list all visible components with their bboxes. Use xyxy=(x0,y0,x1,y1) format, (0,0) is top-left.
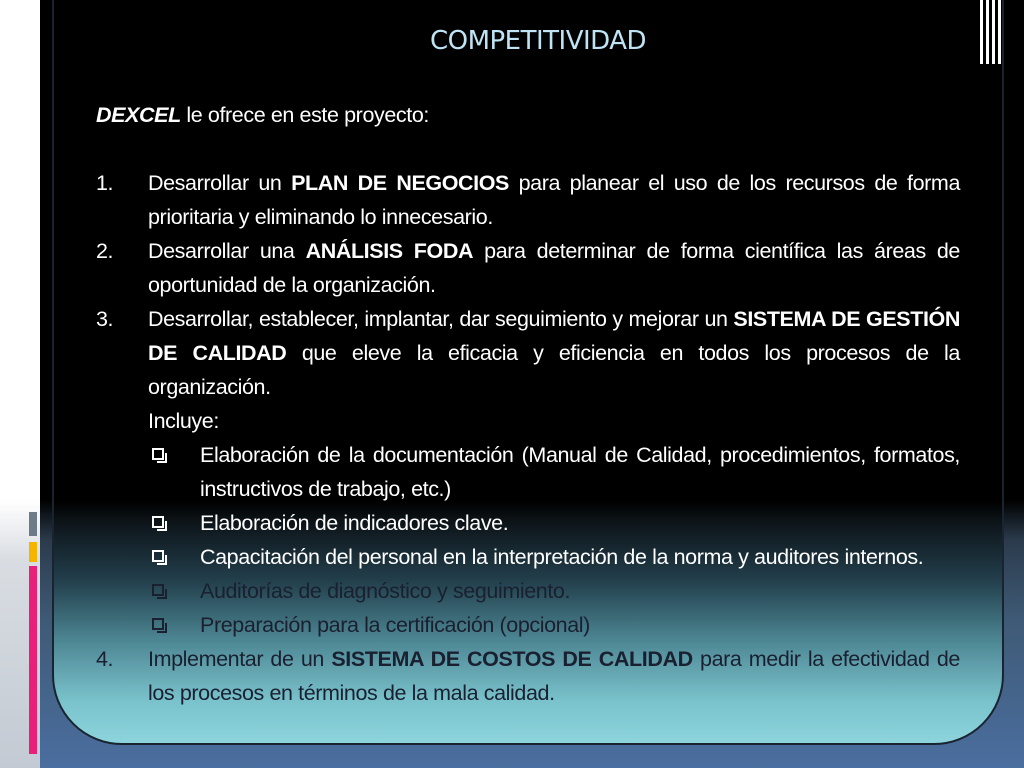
item-number: 1. xyxy=(96,171,114,195)
item-highlight: SISTEMA DE GESTIÓN DE CALIDAD xyxy=(148,307,960,365)
item-text: Desarrollar un xyxy=(148,171,292,195)
list-item xyxy=(96,302,960,642)
strip-bar-gray xyxy=(29,512,37,536)
sub-list-item xyxy=(148,438,960,506)
list-item xyxy=(96,642,960,710)
sub-item-text: Capacitación del personal en la interpretación de la norma y auditores internos. xyxy=(200,545,924,569)
sub-item-text: Preparación para la certificación (opcional) xyxy=(200,613,590,637)
item-number: 3. xyxy=(96,307,114,331)
item-text: para determinar de forma científica las áreas de oportunidad de la organización. xyxy=(148,239,960,297)
left-decorative-strip xyxy=(0,0,40,768)
sub-item-text: Elaboración de la documentación (Manual de Calidad, procedimientos, formatos, instructivos de trabajo, etc.) xyxy=(200,443,960,501)
checkbox-bullet-icon xyxy=(152,448,164,460)
sub-item-text: Auditorías de diagnóstico y seguimiento. xyxy=(200,579,571,603)
checkbox-bullet-icon xyxy=(152,550,164,562)
checkbox-bullet-icon xyxy=(152,584,164,596)
item-number: 4. xyxy=(96,647,114,671)
item-text: para medir la efectividad de los procesos en términos de la mala calidad. xyxy=(148,647,960,705)
numbered-list xyxy=(96,166,960,710)
strip-bar-yellow xyxy=(29,542,37,562)
item-text: Desarrollar, establecer, implantar, dar seguimiento y mejorar un xyxy=(148,307,734,331)
sub-list-item xyxy=(148,608,960,642)
item-highlight: PLAN DE NEGOCIOS xyxy=(291,171,509,195)
sub-list xyxy=(148,438,960,642)
item-text: que eleve la eficacia y eficiencia en todos los procesos de la organización. xyxy=(148,341,960,399)
item-text: para planear el uso de los recursos de forma prioritaria y eliminando lo innecesario. xyxy=(148,171,961,229)
list-item xyxy=(96,166,960,234)
slide-title: COMPETITIVIDAD xyxy=(429,26,647,56)
company-name: DEXCEL xyxy=(96,103,181,127)
item-highlight: ANÁLISIS FODA xyxy=(305,239,474,263)
item-number: 2. xyxy=(96,239,114,263)
item-text: Implementar de un xyxy=(148,647,332,671)
sub-list-item xyxy=(148,540,960,574)
includes-label: Incluye: xyxy=(148,409,219,433)
sub-list-item xyxy=(148,574,960,608)
checkbox-bullet-icon xyxy=(152,618,164,630)
list-item xyxy=(96,234,960,302)
intro-text: le ofrece en este proyecto: xyxy=(180,103,429,127)
sub-list-item xyxy=(148,506,960,540)
sub-item-text: Elaboración de indicadores clave. xyxy=(200,511,509,535)
item-text: Desarrollar una xyxy=(148,239,306,263)
strip-bar-magenta xyxy=(29,566,37,754)
slide-content xyxy=(96,98,960,710)
checkbox-bullet-icon xyxy=(152,516,164,528)
item-highlight: SISTEMA DE COSTOS DE CALIDAD xyxy=(331,647,693,671)
intro-line xyxy=(96,98,960,132)
